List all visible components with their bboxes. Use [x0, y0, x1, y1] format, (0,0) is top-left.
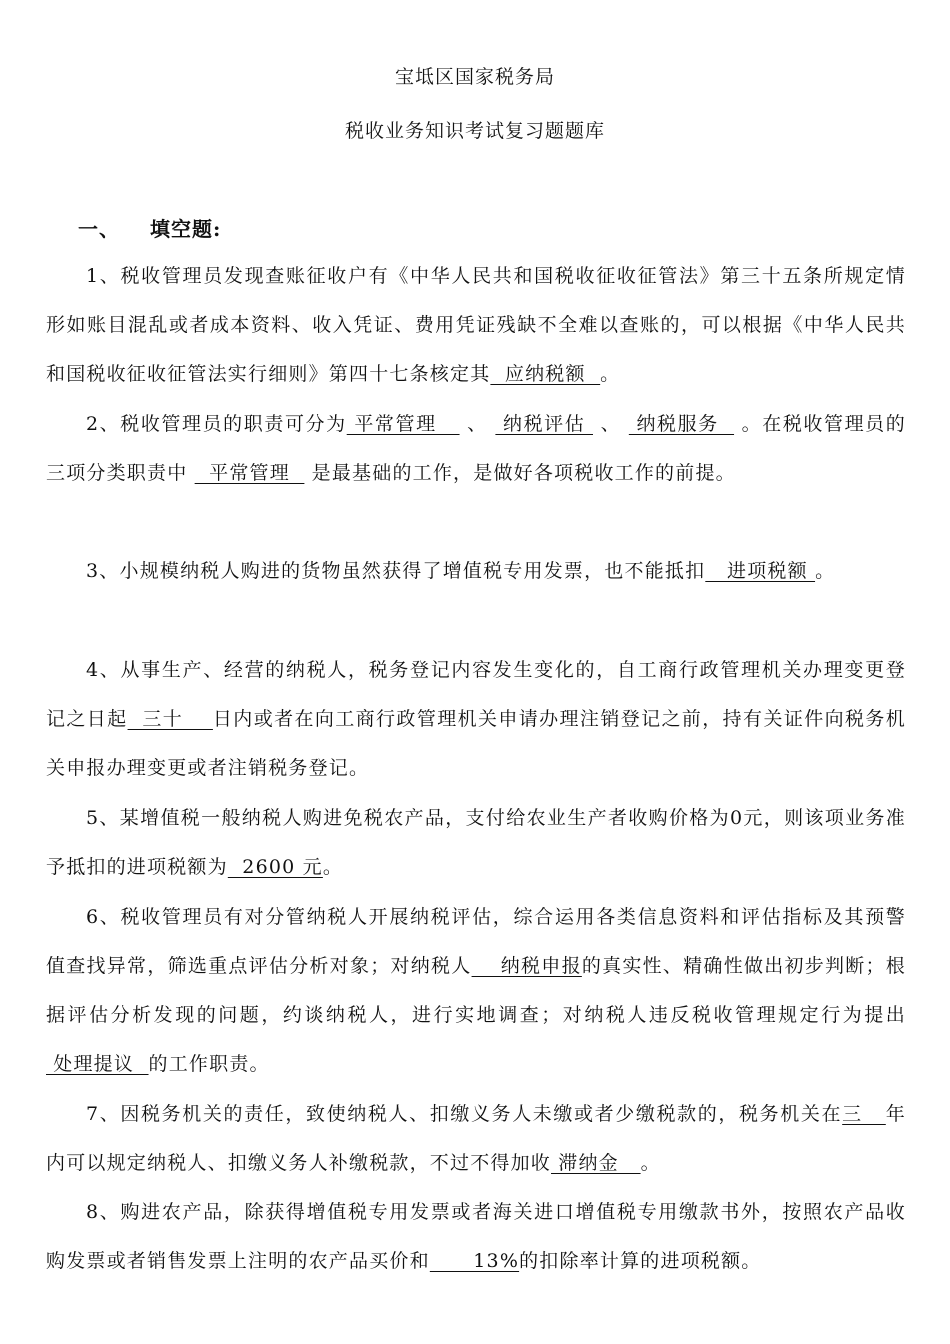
question-8: [46, 1188, 906, 1286]
section-title: 填空题:: [150, 217, 222, 241]
question-text: 、: [459, 413, 496, 435]
question-2: [46, 400, 906, 498]
answer-blank: 纳税评估: [495, 413, 593, 435]
question-text: 4、从事生产、经营的纳税人，税务登记内容发生变化的，自工商行政管理机关办理变更登记之日起: [46, 659, 906, 730]
question-text: 。: [600, 363, 621, 385]
question-text: 3、小规模纳税人购进的货物虽然获得了增值税专用发票，也不能抵扣: [86, 560, 706, 582]
answer-blank: 三十: [127, 708, 213, 730]
question-6: [46, 893, 906, 1089]
question-text: 。: [640, 1152, 661, 1174]
question-text: 的工作职责。: [148, 1053, 270, 1075]
question-text: 。: [815, 560, 836, 582]
answer-blank: 2600 元: [227, 856, 323, 878]
question-3: [46, 547, 906, 596]
answer-blank: 13%: [429, 1250, 520, 1272]
document-title-office: 宝坻区国家税务局: [394, 66, 555, 88]
answer-blank: 纳税申报: [471, 955, 582, 977]
answer-blank: 应纳税额: [490, 363, 601, 385]
question-text: 日内或者在向工商行政管理机关申请办理注销登记之前，持有关证件向税务机关申报办理变更或者注销税务登记。: [46, 708, 906, 779]
question-1: [46, 252, 906, 399]
answer-blank: 处理提议: [46, 1053, 149, 1075]
question-text: 8、购进农产品，除获得增值税专用发票或者海关进口增值税专用缴款书外，按照农产品收购发票或者销售发票上注明的农产品买价和: [46, 1201, 906, 1272]
question-text: 。在税收管理员的三项分类职责中: [46, 413, 906, 484]
section-heading: [78, 213, 221, 242]
section-number: 一、: [78, 217, 120, 241]
question-text: 的扣除率计算的进项税额。: [519, 1250, 762, 1272]
question-7: [46, 1090, 906, 1188]
question-4: [46, 646, 906, 793]
question-text: 年内可以规定纳税人、扣缴义务人补缴税款，不过不得加收: [46, 1103, 906, 1174]
question-text: 7、因税务机关的责任，致使纳税人、扣缴义务人未缴或者少缴税款的，税务机关在: [86, 1103, 843, 1125]
answer-blank: 进项税额: [705, 560, 816, 582]
question-text: 是最基础的工作，是做好各项税收工作的前提。: [304, 462, 736, 484]
document-title-question-bank: 税收业务知识考试复习题题库: [344, 120, 605, 142]
question-text: 的真实性、精确性做出初步判断；根据评估分析发现的问题，约谈纳税人，进行实地调查；对纳税人违反税收管理规定行为提出: [46, 955, 907, 1026]
question-text: 1、税收管理员发现查账征收户有《中华人民共和国税收征收征管法》第三十五条所规定情形如账目混乱或者成本资料、收入凭证、费用凭证残缺不全难以查账的，可以根据《中华人民共和国税收征收征管法实行细则》第四十七条核定其: [46, 265, 906, 385]
question-text: 。: [322, 856, 344, 878]
question-text: 5、某增值税一般纳税人购进免税农产品，支付给农业生产者收购价格为0元，则该项业务准予抵扣的进项税额为: [46, 807, 906, 878]
question-text: 6、税收管理员有对分管纳税人开展纳税评估，综合运用各类信息资料和评估指标及其预警值查找异常，筛选重点评估分析对象；对纳税人: [46, 906, 906, 977]
answer-blank: 三: [842, 1103, 886, 1125]
answer-blank: 纳税服务: [628, 413, 735, 435]
question-text: 2、税收管理员的职责可分为: [86, 413, 347, 435]
answer-blank: 平常管理: [346, 413, 460, 435]
question-text: 、: [592, 413, 629, 435]
answer-blank: 平常管理: [194, 462, 305, 484]
answer-blank: 滞纳金: [551, 1152, 641, 1174]
question-5: [46, 794, 906, 892]
